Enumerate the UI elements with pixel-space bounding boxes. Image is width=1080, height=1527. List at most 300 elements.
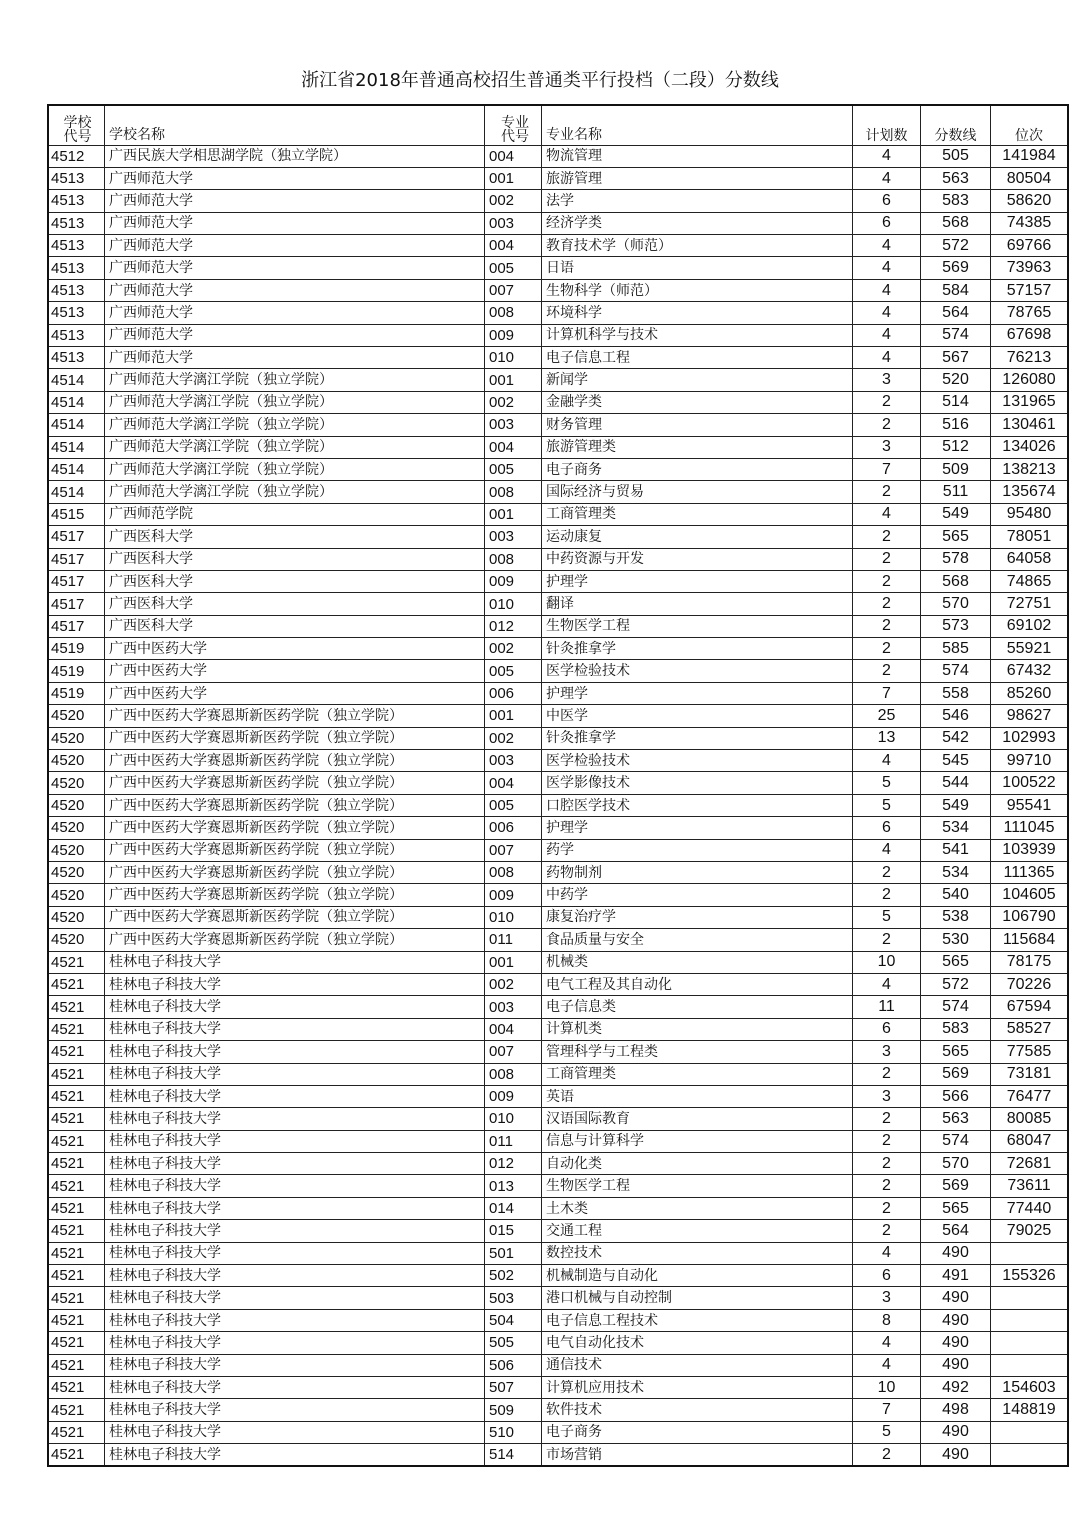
cell-major-code: 008 xyxy=(485,302,542,324)
cell-major-code: 507 xyxy=(485,1376,542,1398)
cell-school-code: 4521 xyxy=(48,1220,105,1242)
cell-school-name: 桂林电子科技大学 xyxy=(105,973,485,995)
cell-plan: 2 xyxy=(853,1444,921,1466)
cell-major-name: 信息与计算科学 xyxy=(542,1130,853,1152)
cell-plan: 4 xyxy=(853,257,921,279)
table-row xyxy=(48,884,1068,906)
cell-school-code: 4521 xyxy=(48,1130,105,1152)
cell-major-code: 509 xyxy=(485,1399,542,1421)
table-row xyxy=(48,212,1068,234)
table-row xyxy=(48,1108,1068,1130)
cell-plan: 4 xyxy=(853,750,921,772)
cell-plan: 2 xyxy=(853,1108,921,1130)
cell-school-code: 4521 xyxy=(48,1287,105,1309)
cell-plan: 2 xyxy=(853,1063,921,1085)
header-rank: 位次 xyxy=(991,105,1069,145)
table-row xyxy=(48,1399,1068,1421)
table-row xyxy=(48,1376,1068,1398)
table-row xyxy=(48,1085,1068,1107)
score-table xyxy=(47,104,1069,1467)
page-title: 浙江省2018年普通高校招生普通类平行投档（二段）分数线 xyxy=(301,70,779,91)
cell-score: 572 xyxy=(921,973,991,995)
cell-major-name: 运动康复 xyxy=(542,526,853,548)
cell-rank: 138213 xyxy=(991,458,1069,480)
cell-school-name: 桂林电子科技大学 xyxy=(105,1153,485,1175)
cell-major-code: 007 xyxy=(485,279,542,301)
cell-school-code: 4514 xyxy=(48,414,105,436)
cell-major-name: 法学 xyxy=(542,190,853,212)
cell-school-code: 4520 xyxy=(48,705,105,727)
table-row xyxy=(48,279,1068,301)
cell-plan: 6 xyxy=(853,190,921,212)
cell-school-name: 桂林电子科技大学 xyxy=(105,1376,485,1398)
cell-major-code: 003 xyxy=(485,414,542,436)
cell-major-code: 006 xyxy=(485,817,542,839)
cell-plan: 4 xyxy=(853,1354,921,1376)
cell-plan: 2 xyxy=(853,660,921,682)
cell-major-code: 014 xyxy=(485,1197,542,1219)
cell-plan: 2 xyxy=(853,615,921,637)
cell-school-name: 桂林电子科技大学 xyxy=(105,1242,485,1264)
cell-major-code: 012 xyxy=(485,615,542,637)
table-row xyxy=(48,794,1068,816)
cell-major-name: 中药资源与开发 xyxy=(542,548,853,570)
cell-school-name: 桂林电子科技大学 xyxy=(105,1018,485,1040)
cell-major-name: 口腔医学技术 xyxy=(542,794,853,816)
cell-major-name: 工商管理类 xyxy=(542,1063,853,1085)
cell-rank xyxy=(991,1287,1069,1309)
cell-plan: 4 xyxy=(853,347,921,369)
header-major-code xyxy=(485,105,542,145)
cell-major-name: 英语 xyxy=(542,1085,853,1107)
cell-major-name: 教育技术学（师范） xyxy=(542,235,853,257)
cell-school-name: 广西师范大学 xyxy=(105,212,485,234)
cell-score: 568 xyxy=(921,212,991,234)
cell-school-name: 桂林电子科技大学 xyxy=(105,1063,485,1085)
cell-plan: 4 xyxy=(853,279,921,301)
cell-school-name: 桂林电子科技大学 xyxy=(105,1175,485,1197)
cell-score: 490 xyxy=(921,1421,991,1443)
cell-plan: 2 xyxy=(853,526,921,548)
cell-school-code: 4513 xyxy=(48,212,105,234)
cell-score: 574 xyxy=(921,1130,991,1152)
cell-school-name: 桂林电子科技大学 xyxy=(105,1197,485,1219)
cell-major-name: 机械类 xyxy=(542,951,853,973)
cell-plan: 7 xyxy=(853,682,921,704)
cell-score: 490 xyxy=(921,1287,991,1309)
cell-major-name: 环境科学 xyxy=(542,302,853,324)
cell-plan: 4 xyxy=(853,1242,921,1264)
cell-school-code: 4520 xyxy=(48,817,105,839)
table-row xyxy=(48,996,1068,1018)
cell-rank: 141984 xyxy=(991,145,1069,167)
cell-school-code: 4513 xyxy=(48,190,105,212)
cell-major-code: 002 xyxy=(485,727,542,749)
cell-major-code: 010 xyxy=(485,593,542,615)
cell-rank: 57157 xyxy=(991,279,1069,301)
cell-score: 490 xyxy=(921,1242,991,1264)
cell-plan: 6 xyxy=(853,212,921,234)
cell-school-code: 4521 xyxy=(48,1041,105,1063)
cell-rank: 135674 xyxy=(991,481,1069,503)
cell-rank: 111365 xyxy=(991,862,1069,884)
cell-plan: 2 xyxy=(853,1130,921,1152)
cell-plan: 3 xyxy=(853,436,921,458)
cell-major-code: 008 xyxy=(485,481,542,503)
cell-plan: 2 xyxy=(853,570,921,592)
table-header-row xyxy=(48,105,1068,145)
cell-school-code: 4521 xyxy=(48,1265,105,1287)
cell-plan: 2 xyxy=(853,593,921,615)
cell-score: 542 xyxy=(921,727,991,749)
cell-rank: 58620 xyxy=(991,190,1069,212)
cell-score: 569 xyxy=(921,1063,991,1085)
cell-school-name: 广西中医药大学 xyxy=(105,682,485,704)
cell-rank: 67432 xyxy=(991,660,1069,682)
cell-plan: 2 xyxy=(853,638,921,660)
cell-school-name: 广西民族大学相思湖学院（独立学院） xyxy=(105,145,485,167)
cell-major-code: 514 xyxy=(485,1444,542,1466)
table-row xyxy=(48,190,1068,212)
cell-major-name: 自动化类 xyxy=(542,1153,853,1175)
table-row xyxy=(48,951,1068,973)
cell-major-code: 504 xyxy=(485,1309,542,1331)
cell-major-code: 005 xyxy=(485,257,542,279)
cell-major-code: 505 xyxy=(485,1332,542,1354)
table-row xyxy=(48,302,1068,324)
cell-major-name: 电气工程及其自动化 xyxy=(542,973,853,995)
cell-major-name: 翻译 xyxy=(542,593,853,615)
cell-major-code: 004 xyxy=(485,772,542,794)
cell-school-code: 4521 xyxy=(48,1242,105,1264)
cell-rank: 76477 xyxy=(991,1085,1069,1107)
cell-school-name: 广西医科大学 xyxy=(105,526,485,548)
table-row xyxy=(48,727,1068,749)
cell-school-name: 桂林电子科技大学 xyxy=(105,1309,485,1331)
cell-score: 490 xyxy=(921,1444,991,1466)
cell-major-code: 010 xyxy=(485,1108,542,1130)
cell-score: 491 xyxy=(921,1265,991,1287)
cell-rank: 55921 xyxy=(991,638,1069,660)
cell-major-code: 005 xyxy=(485,794,542,816)
cell-school-name: 广西师范大学漓江学院（独立学院） xyxy=(105,436,485,458)
cell-school-code: 4520 xyxy=(48,750,105,772)
cell-school-code: 4514 xyxy=(48,436,105,458)
cell-rank: 68047 xyxy=(991,1130,1069,1152)
cell-school-name: 广西师范大学 xyxy=(105,190,485,212)
cell-plan: 6 xyxy=(853,1018,921,1040)
table-row xyxy=(48,1287,1068,1309)
cell-school-name: 广西中医药大学赛恩斯新医药学院（独立学院） xyxy=(105,862,485,884)
cell-school-code: 4519 xyxy=(48,638,105,660)
cell-major-name: 机械制造与自动化 xyxy=(542,1265,853,1287)
cell-plan: 5 xyxy=(853,1421,921,1443)
table-row xyxy=(48,1309,1068,1331)
cell-plan: 4 xyxy=(853,839,921,861)
cell-school-code: 4513 xyxy=(48,279,105,301)
cell-major-code: 009 xyxy=(485,570,542,592)
cell-plan: 8 xyxy=(853,1309,921,1331)
cell-major-code: 007 xyxy=(485,839,542,861)
cell-rank: 154603 xyxy=(991,1376,1069,1398)
cell-school-code: 4520 xyxy=(48,839,105,861)
cell-school-name: 广西中医药大学赛恩斯新医药学院（独立学院） xyxy=(105,794,485,816)
table-row xyxy=(48,660,1068,682)
cell-rank: 70226 xyxy=(991,973,1069,995)
cell-major-code: 001 xyxy=(485,951,542,973)
cell-school-code: 4520 xyxy=(48,727,105,749)
cell-school-code: 4521 xyxy=(48,1399,105,1421)
cell-score: 549 xyxy=(921,503,991,525)
cell-rank: 73963 xyxy=(991,257,1069,279)
cell-major-code: 506 xyxy=(485,1354,542,1376)
cell-rank: 69102 xyxy=(991,615,1069,637)
table-row xyxy=(48,1130,1068,1152)
cell-rank: 78051 xyxy=(991,526,1069,548)
header-school-code-line2: 代号 xyxy=(63,127,92,144)
cell-score: 563 xyxy=(921,167,991,189)
cell-major-code: 004 xyxy=(485,436,542,458)
cell-major-code: 010 xyxy=(485,347,542,369)
cell-rank: 58527 xyxy=(991,1018,1069,1040)
cell-major-name: 电子信息工程 xyxy=(542,347,853,369)
cell-major-name: 财务管理 xyxy=(542,414,853,436)
cell-school-name: 桂林电子科技大学 xyxy=(105,1108,485,1130)
cell-plan: 4 xyxy=(853,235,921,257)
cell-school-name: 广西师范大学漓江学院（独立学院） xyxy=(105,414,485,436)
table-row xyxy=(48,1265,1068,1287)
table-row xyxy=(48,167,1068,189)
cell-major-code: 015 xyxy=(485,1220,542,1242)
cell-school-code: 4521 xyxy=(48,996,105,1018)
cell-rank: 126080 xyxy=(991,369,1069,391)
cell-major-name: 数控技术 xyxy=(542,1242,853,1264)
cell-school-name: 广西中医药大学赛恩斯新医药学院（独立学院） xyxy=(105,839,485,861)
cell-school-name: 桂林电子科技大学 xyxy=(105,1041,485,1063)
cell-major-name: 交通工程 xyxy=(542,1220,853,1242)
table-row xyxy=(48,481,1068,503)
cell-school-name: 广西师范大学 xyxy=(105,279,485,301)
cell-school-code: 4521 xyxy=(48,1332,105,1354)
cell-major-name: 针灸推拿学 xyxy=(542,727,853,749)
cell-score: 569 xyxy=(921,1175,991,1197)
cell-score: 490 xyxy=(921,1332,991,1354)
cell-school-name: 桂林电子科技大学 xyxy=(105,1444,485,1466)
cell-major-code: 013 xyxy=(485,1175,542,1197)
cell-score: 544 xyxy=(921,772,991,794)
cell-school-name: 广西医科大学 xyxy=(105,570,485,592)
cell-rank: 102993 xyxy=(991,727,1069,749)
cell-score: 534 xyxy=(921,862,991,884)
table-row xyxy=(48,615,1068,637)
cell-school-name: 广西医科大学 xyxy=(105,593,485,615)
cell-plan: 6 xyxy=(853,1265,921,1287)
cell-rank: 73181 xyxy=(991,1063,1069,1085)
cell-school-name: 桂林电子科技大学 xyxy=(105,1287,485,1309)
cell-school-code: 4521 xyxy=(48,1108,105,1130)
cell-major-name: 护理学 xyxy=(542,682,853,704)
cell-plan: 7 xyxy=(853,458,921,480)
cell-plan: 3 xyxy=(853,1085,921,1107)
table-row xyxy=(48,1197,1068,1219)
cell-school-code: 4521 xyxy=(48,1018,105,1040)
cell-school-code: 4521 xyxy=(48,951,105,973)
table-row xyxy=(48,391,1068,413)
cell-major-name: 汉语国际教育 xyxy=(542,1108,853,1130)
header-school-code-line1: 学校 xyxy=(63,113,92,130)
cell-rank: 131965 xyxy=(991,391,1069,413)
cell-major-code: 502 xyxy=(485,1265,542,1287)
cell-major-name: 护理学 xyxy=(542,570,853,592)
cell-score: 578 xyxy=(921,548,991,570)
cell-plan: 2 xyxy=(853,1153,921,1175)
table-row xyxy=(48,862,1068,884)
cell-score: 573 xyxy=(921,615,991,637)
cell-major-name: 港口机械与自动控制 xyxy=(542,1287,853,1309)
table-row xyxy=(48,593,1068,615)
cell-score: 492 xyxy=(921,1376,991,1398)
cell-major-name: 医学影像技术 xyxy=(542,772,853,794)
cell-rank xyxy=(991,1421,1069,1443)
cell-rank: 95541 xyxy=(991,794,1069,816)
table-row xyxy=(48,705,1068,727)
cell-school-code: 4521 xyxy=(48,1063,105,1085)
cell-rank: 115684 xyxy=(991,929,1069,951)
cell-school-name: 广西师范大学漓江学院（独立学院） xyxy=(105,369,485,391)
cell-major-name: 计算机应用技术 xyxy=(542,1376,853,1398)
cell-plan: 2 xyxy=(853,391,921,413)
cell-plan: 10 xyxy=(853,1376,921,1398)
cell-school-code: 4520 xyxy=(48,906,105,928)
cell-school-name: 桂林电子科技大学 xyxy=(105,951,485,973)
cell-score: 574 xyxy=(921,660,991,682)
table-row xyxy=(48,1063,1068,1085)
table-row xyxy=(48,257,1068,279)
cell-score: 572 xyxy=(921,235,991,257)
cell-rank: 99710 xyxy=(991,750,1069,772)
table-row xyxy=(48,817,1068,839)
cell-school-code: 4520 xyxy=(48,884,105,906)
cell-major-name: 医学检验技术 xyxy=(542,750,853,772)
cell-score: 545 xyxy=(921,750,991,772)
cell-school-code: 4517 xyxy=(48,593,105,615)
table-body xyxy=(48,145,1068,1466)
cell-major-name: 金融学类 xyxy=(542,391,853,413)
cell-major-code: 006 xyxy=(485,682,542,704)
table-row xyxy=(48,1175,1068,1197)
cell-school-name: 广西中医药大学赛恩斯新医药学院（独立学院） xyxy=(105,750,485,772)
header-school-code xyxy=(48,105,105,145)
cell-rank: 78765 xyxy=(991,302,1069,324)
cell-major-code: 510 xyxy=(485,1421,542,1443)
table-row xyxy=(48,973,1068,995)
cell-plan: 4 xyxy=(853,1332,921,1354)
cell-plan: 2 xyxy=(853,1197,921,1219)
cell-score: 490 xyxy=(921,1354,991,1376)
cell-score: 512 xyxy=(921,436,991,458)
cell-score: 546 xyxy=(921,705,991,727)
cell-major-code: 003 xyxy=(485,526,542,548)
cell-score: 565 xyxy=(921,526,991,548)
cell-score: 558 xyxy=(921,682,991,704)
cell-rank xyxy=(991,1309,1069,1331)
header-score: 分数线 xyxy=(921,105,991,145)
cell-score: 583 xyxy=(921,1018,991,1040)
cell-rank: 134026 xyxy=(991,436,1069,458)
cell-score: 549 xyxy=(921,794,991,816)
cell-plan: 5 xyxy=(853,906,921,928)
cell-plan: 25 xyxy=(853,705,921,727)
cell-major-code: 003 xyxy=(485,750,542,772)
cell-major-name: 电子商务 xyxy=(542,458,853,480)
cell-rank: 106790 xyxy=(991,906,1069,928)
table-row xyxy=(48,1220,1068,1242)
cell-school-code: 4517 xyxy=(48,615,105,637)
cell-major-name: 康复治疗学 xyxy=(542,906,853,928)
table-row xyxy=(48,1354,1068,1376)
table-row xyxy=(48,414,1068,436)
cell-rank: 155326 xyxy=(991,1265,1069,1287)
cell-school-name: 广西师范学院 xyxy=(105,503,485,525)
cell-school-code: 4521 xyxy=(48,1309,105,1331)
table-row xyxy=(48,929,1068,951)
cell-school-name: 广西中医药大学 xyxy=(105,660,485,682)
cell-major-code: 001 xyxy=(485,167,542,189)
table-row xyxy=(48,458,1068,480)
cell-major-name: 计算机科学与技术 xyxy=(542,324,853,346)
cell-school-code: 4513 xyxy=(48,324,105,346)
cell-score: 509 xyxy=(921,458,991,480)
cell-rank: 74385 xyxy=(991,212,1069,234)
cell-score: 564 xyxy=(921,1220,991,1242)
table-row xyxy=(48,1041,1068,1063)
header-major-name: 专业名称 xyxy=(542,105,853,145)
cell-school-code: 4521 xyxy=(48,1354,105,1376)
cell-school-code: 4521 xyxy=(48,1085,105,1107)
cell-major-name: 土木类 xyxy=(542,1197,853,1219)
cell-rank: 77440 xyxy=(991,1197,1069,1219)
cell-major-name: 新闻学 xyxy=(542,369,853,391)
table-row xyxy=(48,347,1068,369)
cell-score: 530 xyxy=(921,929,991,951)
cell-school-name: 桂林电子科技大学 xyxy=(105,1399,485,1421)
table-row xyxy=(48,369,1068,391)
cell-school-code: 4514 xyxy=(48,481,105,503)
table-row xyxy=(48,1018,1068,1040)
cell-plan: 2 xyxy=(853,1220,921,1242)
cell-score: 490 xyxy=(921,1309,991,1331)
cell-major-name: 电子商务 xyxy=(542,1421,853,1443)
cell-school-name: 广西师范大学 xyxy=(105,347,485,369)
cell-score: 538 xyxy=(921,906,991,928)
cell-plan: 3 xyxy=(853,1287,921,1309)
cell-school-code: 4521 xyxy=(48,1175,105,1197)
cell-major-name: 电气自动化技术 xyxy=(542,1332,853,1354)
cell-plan: 5 xyxy=(853,772,921,794)
cell-score: 565 xyxy=(921,1197,991,1219)
table-row xyxy=(48,1444,1068,1466)
cell-school-code: 4513 xyxy=(48,257,105,279)
cell-score: 520 xyxy=(921,369,991,391)
cell-major-name: 通信技术 xyxy=(542,1354,853,1376)
cell-school-code: 4517 xyxy=(48,570,105,592)
cell-plan: 2 xyxy=(853,1175,921,1197)
cell-score: 584 xyxy=(921,279,991,301)
cell-major-name: 药学 xyxy=(542,839,853,861)
cell-school-name: 广西中医药大学赛恩斯新医药学院（独立学院） xyxy=(105,929,485,951)
cell-score: 574 xyxy=(921,996,991,1018)
cell-major-code: 002 xyxy=(485,973,542,995)
